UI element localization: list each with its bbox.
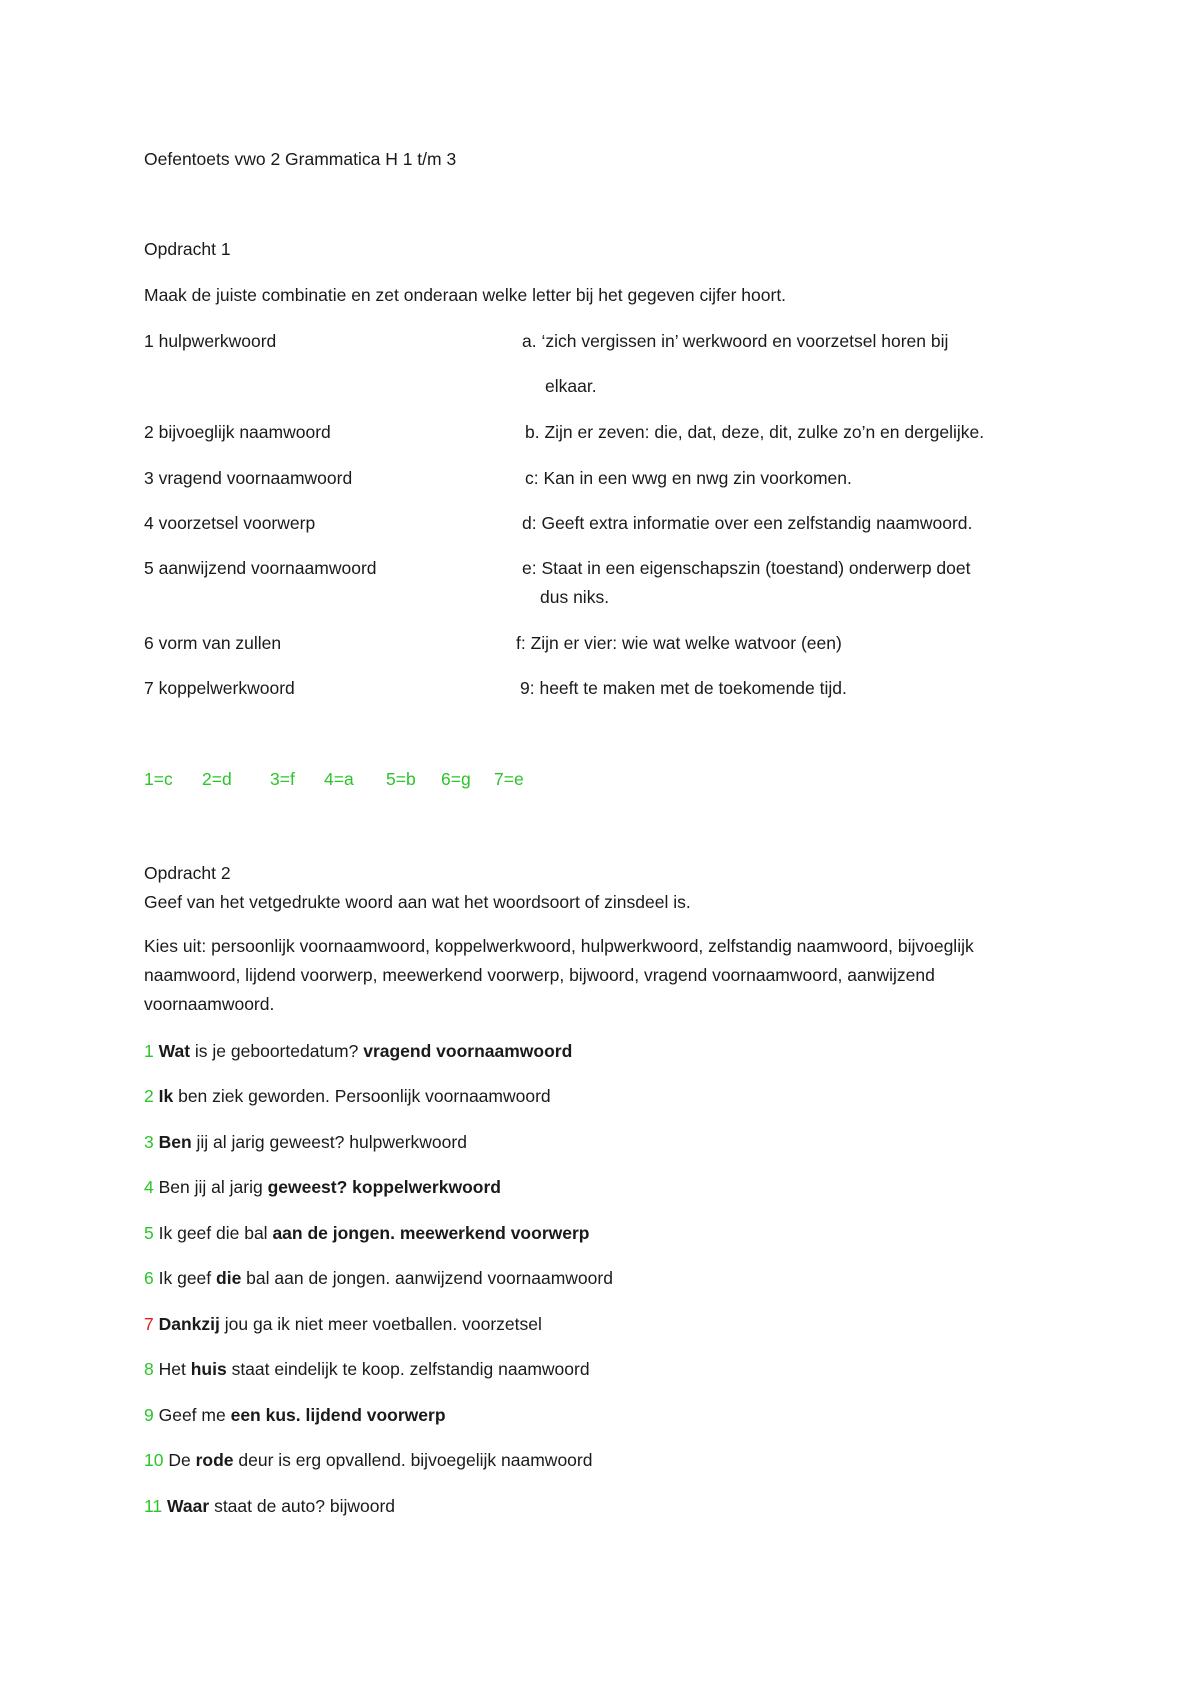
question-number: 8 bbox=[144, 1359, 154, 1379]
sentence-text: De bbox=[168, 1450, 196, 1470]
sentence-text: staat de auto? bijwoord bbox=[209, 1496, 396, 1516]
answer-4: 4=a bbox=[324, 769, 354, 789]
definition-a-cont: elkaar. bbox=[545, 376, 597, 396]
question-2 bbox=[144, 1085, 551, 1107]
answer-7: 7=e bbox=[494, 769, 524, 789]
sentence-text: bal aan de jongen. aanwijzend voornaamwoord bbox=[241, 1268, 613, 1288]
term-6: 6 vorm van zullen bbox=[144, 633, 282, 653]
bold-word: Ik bbox=[158, 1086, 174, 1106]
bold-word: Ben bbox=[158, 1132, 192, 1152]
question-number: 6 bbox=[144, 1268, 154, 1288]
question-5 bbox=[144, 1222, 589, 1244]
question-number: 3 bbox=[144, 1132, 154, 1152]
answer-6: 6=g bbox=[441, 769, 471, 789]
term-5: 5 aanwijzend voornaamwoord bbox=[144, 558, 377, 578]
answer-1: 1=c bbox=[144, 769, 173, 789]
bold-word: rode bbox=[195, 1450, 234, 1470]
term-3: 3 vragend voornaamwoord bbox=[144, 468, 353, 488]
bold-word: geweest? koppelwerkwoord bbox=[267, 1177, 501, 1197]
bold-word: een kus. lijdend voorwerp bbox=[230, 1405, 446, 1425]
question-11 bbox=[144, 1495, 395, 1517]
definition-d: d: Geeft extra informatie over een zelfstandig naamwoord. bbox=[522, 513, 973, 533]
kies-uit-text: Kies uit: persoonlijk voornaamwoord, koppelwerkwoord, hulpwerkwoord, zelfstandig naamwoord, bijvoeglijk naamwoord, lijdend voorwerp, meewerkend voorwerp, bijwoord, vragend voornaamwoord, aanwijzend voornaamwoord. bbox=[144, 936, 974, 1014]
bold-word: aan de jongen. meewerkend voorwerp bbox=[272, 1223, 590, 1243]
question-number: 9 bbox=[144, 1405, 154, 1425]
answer-3: 3=f bbox=[270, 769, 295, 789]
sentence-text: jij al jarig geweest? hulpwerkwoord bbox=[191, 1132, 467, 1152]
definition-f: f: Zijn er vier: wie wat welke watvoor (een) bbox=[516, 633, 842, 653]
definition-b: b. Zijn er zeven: die, dat, deze, dit, zulke zo’n en dergelijke. bbox=[525, 422, 985, 442]
question-8 bbox=[144, 1358, 590, 1380]
question-number: 7 bbox=[144, 1314, 154, 1334]
bold-word: Waar bbox=[167, 1496, 210, 1516]
bold-word: Wat bbox=[158, 1041, 191, 1061]
sentence-text: is je geboortedatum? bbox=[190, 1041, 364, 1061]
definition-e: e: Staat in een eigenschapszin (toestand) onderwerp doet bbox=[522, 558, 971, 578]
sentence-text: staat eindelijk te koop. zelfstandig naamwoord bbox=[226, 1359, 590, 1379]
question-number: 2 bbox=[144, 1086, 154, 1106]
definition-e-cont: dus niks. bbox=[540, 587, 610, 607]
term-2: 2 bijvoeglijk naamwoord bbox=[144, 422, 331, 442]
question-number: 4 bbox=[144, 1177, 154, 1197]
bold-word: die bbox=[216, 1268, 242, 1288]
opdracht2-heading: Opdracht 2 bbox=[144, 863, 231, 883]
opdracht2-instruction: Geef van het vetgedrukte woord aan wat het woordsoort of zinsdeel is. bbox=[144, 892, 691, 912]
sentence-text: ben ziek geworden. Persoonlijk voornaamwoord bbox=[173, 1086, 551, 1106]
sentence-text: jou ga ik niet meer voetballen. voorzetsel bbox=[219, 1314, 542, 1334]
definition-a: a. ‘zich vergissen in’ werkwoord en voorzetsel horen bij bbox=[522, 331, 949, 351]
term-7: 7 koppelwerkwoord bbox=[144, 678, 295, 698]
question-6 bbox=[144, 1267, 613, 1289]
answer-5: 5=b bbox=[386, 769, 416, 789]
bold-word: Dankzij bbox=[158, 1314, 220, 1334]
question-number: 10 bbox=[144, 1450, 164, 1470]
definition-g: 9: heeft te maken met de toekomende tijd. bbox=[520, 678, 847, 698]
sentence-text: Ik geef bbox=[158, 1268, 217, 1288]
question-1 bbox=[144, 1040, 572, 1062]
sentence-text: Ben jij al jarig bbox=[158, 1177, 268, 1197]
definition-c: c: Kan in een wwg en nwg zin voorkomen. bbox=[525, 468, 852, 488]
bold-word: huis bbox=[190, 1359, 227, 1379]
answer-2: 2=d bbox=[202, 769, 232, 789]
term-4: 4 voorzetsel voorwerp bbox=[144, 513, 316, 533]
sentence-text: Ik geef die bal bbox=[158, 1223, 273, 1243]
question-3 bbox=[144, 1131, 467, 1153]
question-number: 11 bbox=[144, 1496, 163, 1516]
term-1: 1 hulpwerkwoord bbox=[144, 331, 277, 351]
question-4 bbox=[144, 1176, 501, 1198]
question-10 bbox=[144, 1449, 592, 1471]
document-title: Oefentoets vwo 2 Grammatica H 1 t/m 3 bbox=[144, 149, 457, 169]
opdracht1-heading: Opdracht 1 bbox=[144, 239, 231, 259]
sentence-text: Geef me bbox=[158, 1405, 231, 1425]
question-7 bbox=[144, 1313, 542, 1335]
question-9 bbox=[144, 1404, 446, 1426]
sentence-text: deur is erg opvallend. bijvoegelijk naamwoord bbox=[233, 1450, 593, 1470]
answer-text: vragend voornaamwoord bbox=[363, 1041, 573, 1061]
opdracht1-instruction: Maak de juiste combinatie en zet onderaan welke letter bij het gegeven cijfer hoort. bbox=[144, 285, 787, 305]
question-number: 5 bbox=[144, 1223, 154, 1243]
question-number: 1 bbox=[144, 1041, 154, 1061]
sentence-text: Het bbox=[158, 1359, 191, 1379]
